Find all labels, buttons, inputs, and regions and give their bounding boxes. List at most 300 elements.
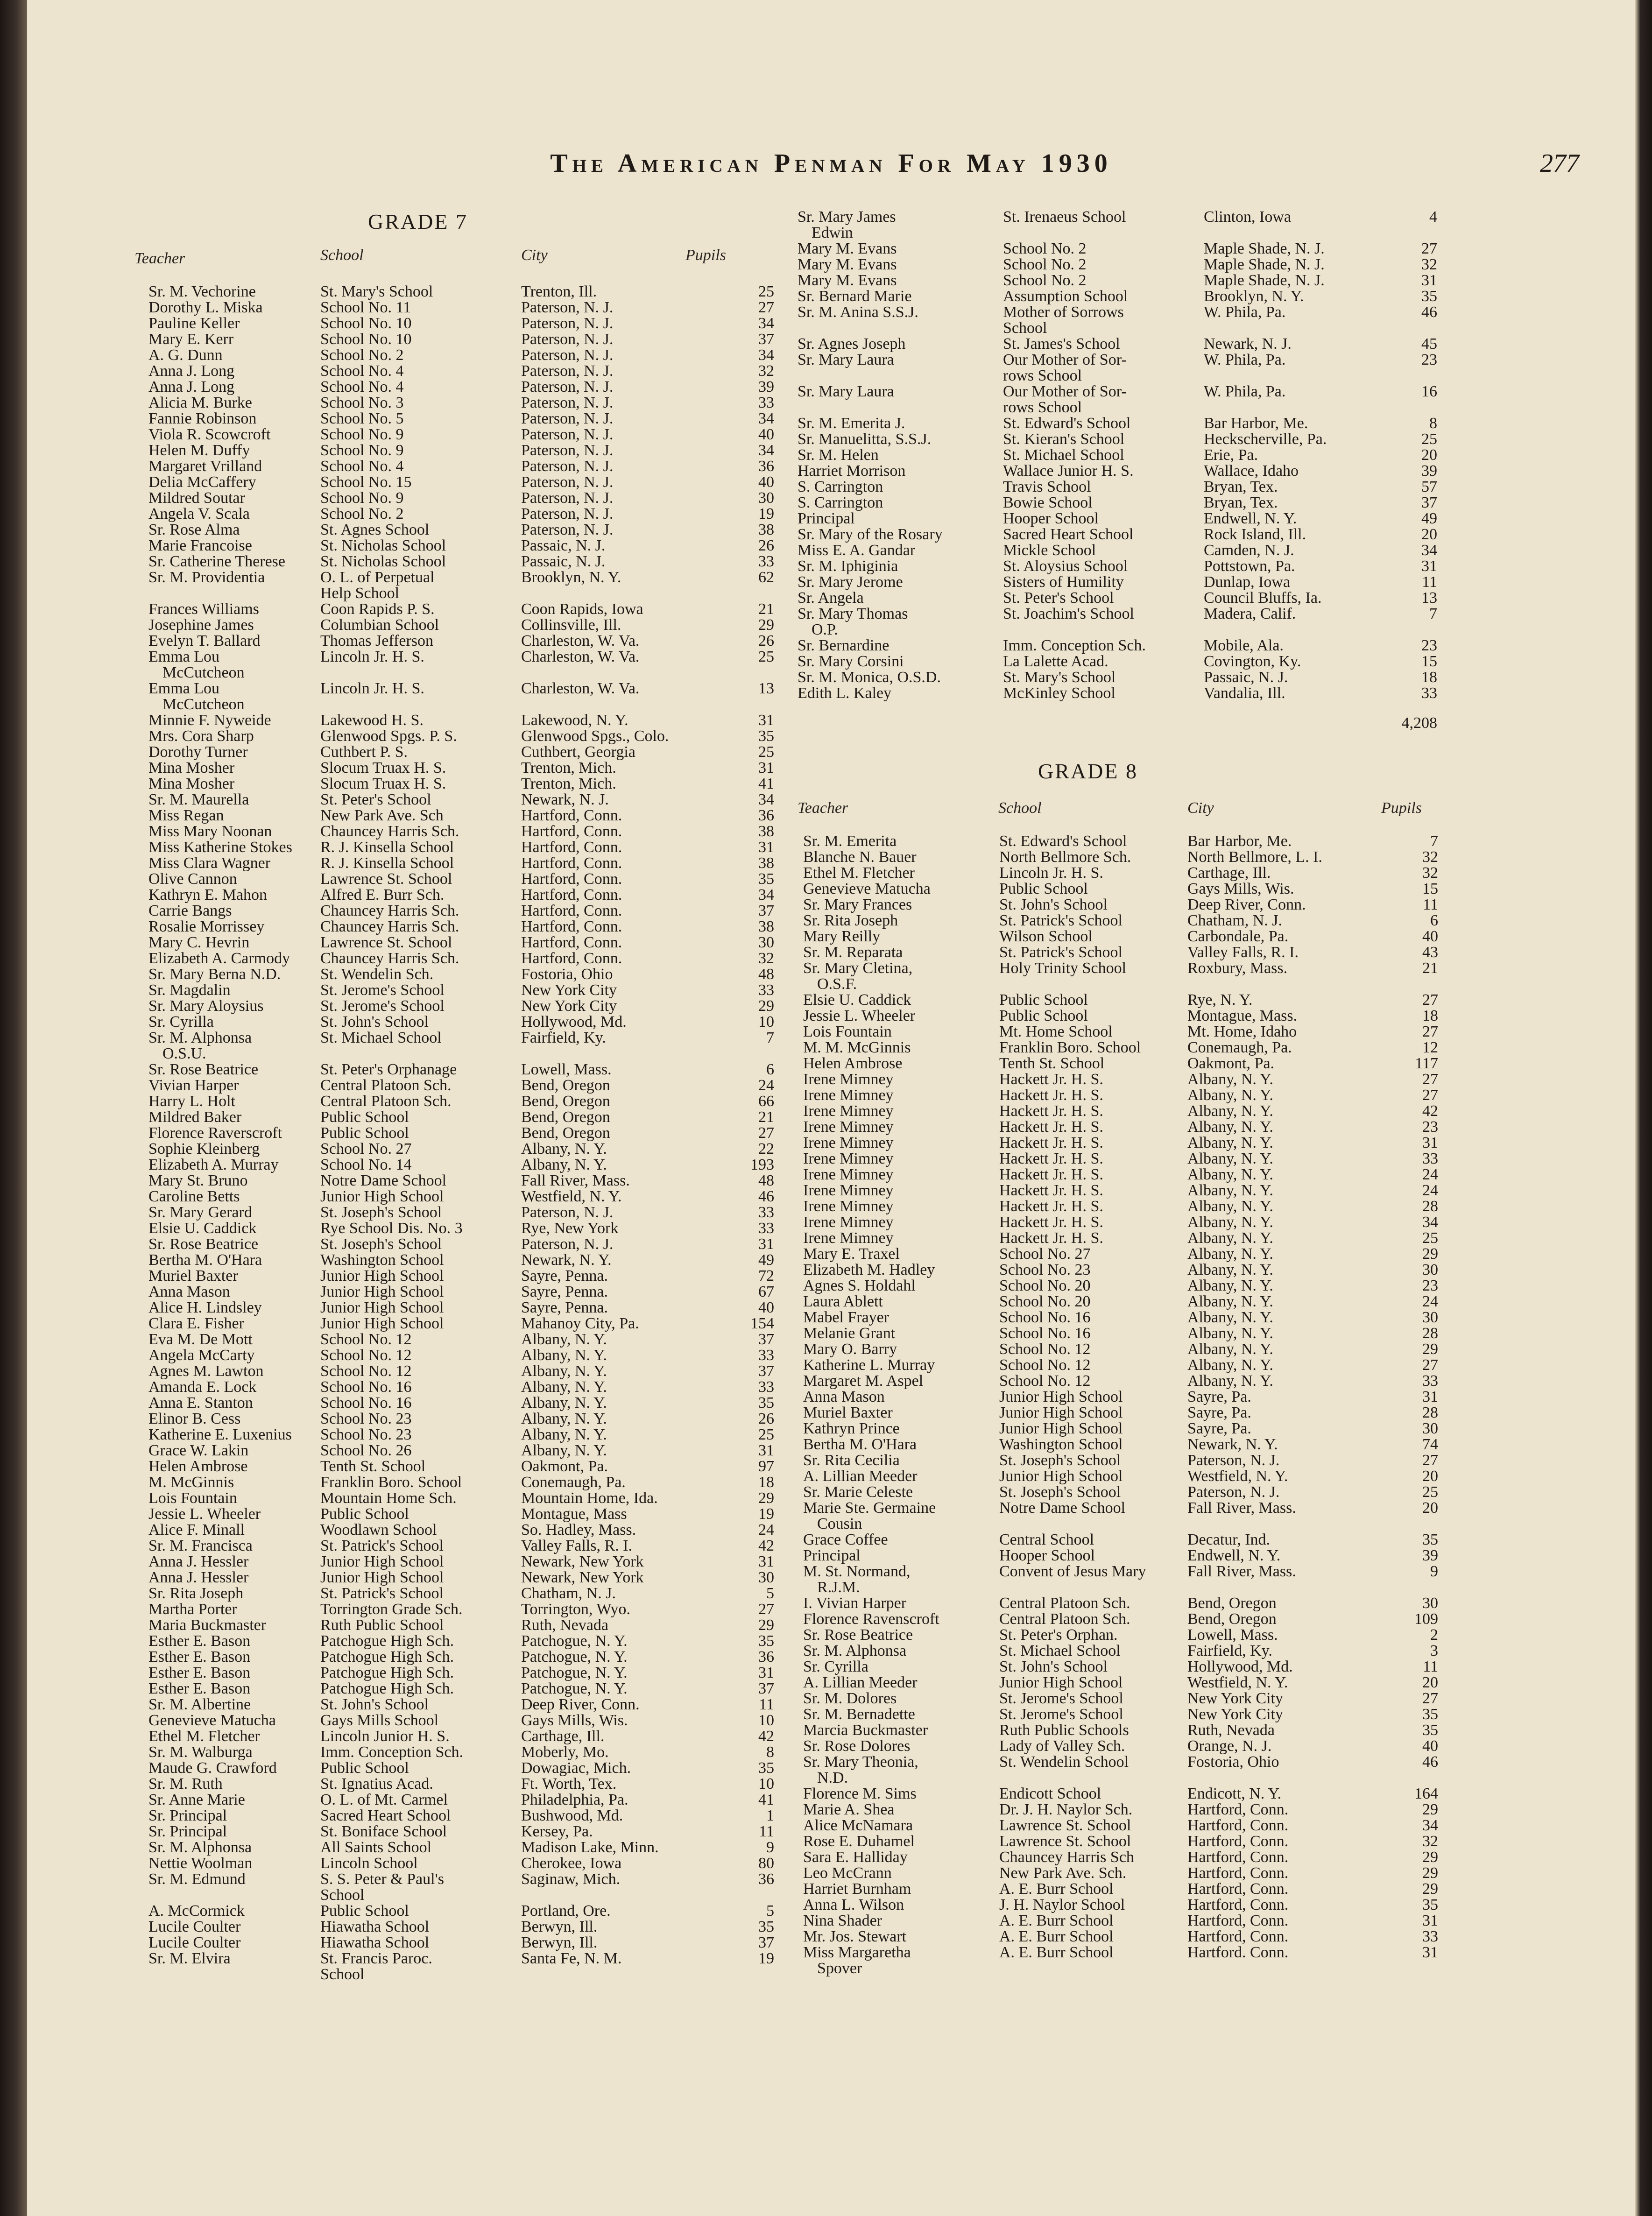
school-cell: St. Patrick's School (999, 944, 1123, 961)
pupils-cell: 33 (1422, 1150, 1438, 1167)
table-row (120, 1506, 774, 1522)
school-cell: Imm. Conception Sch. (1003, 637, 1146, 654)
school-cell: J. H. Naylor School (999, 1896, 1125, 1913)
table-row (774, 320, 1437, 336)
pupils-cell: 35 (1422, 1531, 1438, 1548)
pupils-cell: 25 (758, 648, 774, 665)
pupils-cell: 3 (1430, 1642, 1438, 1659)
school-cell: St. Joseph's School (999, 1452, 1121, 1469)
pupils-cell: 8 (766, 1743, 774, 1761)
city-cell: W. Phila, Pa. (1204, 383, 1286, 400)
city-cell: Berwyn, Ill. (521, 1934, 598, 1951)
teacher-cell: Irene Mimney (803, 1229, 894, 1247)
pupils-cell: 32 (1422, 864, 1438, 882)
school-cell: School No. 27 (999, 1245, 1091, 1263)
pupils-cell: 117 (1415, 1055, 1438, 1072)
pupils-cell: 11 (1423, 896, 1438, 913)
teacher-cell: Anna Mason (803, 1388, 885, 1405)
city-cell: Lakewood, N. Y. (521, 712, 628, 729)
school-cell: Central School (999, 1531, 1094, 1548)
teacher-cell: A. Lillian Meeder (803, 1674, 918, 1691)
pupils-cell: 29 (758, 1616, 774, 1634)
table-row (780, 1611, 1438, 1627)
running-title: The American Penman For May 1930 (550, 149, 1112, 178)
table-row (120, 840, 774, 855)
teacher-cell: Mildred Baker (148, 1108, 242, 1126)
teacher-cell: Irene Mimney (803, 1118, 894, 1136)
school-cell: School No. 12 (999, 1356, 1091, 1374)
teacher-cell: Miss E. A. Gandar (798, 542, 916, 559)
city-cell: Philadelphia, Pa. (521, 1791, 628, 1808)
city-cell: Albany, N. Y. (1187, 1245, 1273, 1263)
city-cell: Ruth, Nevada (1187, 1722, 1275, 1739)
school-cell: Assumption School (1003, 288, 1128, 305)
city-cell: Hartford, Conn. (521, 854, 622, 872)
table-row (780, 849, 1438, 865)
school-cell: La Lalette Acad. (1003, 653, 1108, 670)
city-cell: Carthage, Ill. (1187, 864, 1271, 882)
city-cell: Fairfield, Ky. (1187, 1642, 1272, 1659)
teacher-cell: Anna J. Hessler (148, 1569, 249, 1586)
school-cell: School No. 4 (320, 362, 404, 380)
school-cell: St. Edward's School (999, 833, 1127, 850)
table-row (780, 897, 1438, 913)
table-row (120, 697, 774, 713)
table-row (120, 538, 774, 554)
teacher-cell: Sr. Mary Aloysius (148, 997, 264, 1015)
city-cell: Albany, N. Y. (1187, 1087, 1273, 1104)
table-row (120, 1205, 774, 1221)
teacher-cell: Mary St. Bruno (148, 1172, 248, 1189)
school-cell: A. E. Burr School (999, 1944, 1114, 1961)
city-cell: Paterson, N. J. (521, 315, 614, 332)
city-cell: Mountain Home, Ida. (521, 1489, 658, 1507)
school-cell: Hackett Jr. H. S. (999, 1102, 1103, 1120)
table-row (774, 574, 1437, 590)
city-cell: Patchogue, N. Y. (521, 1648, 628, 1666)
teacher-cell: M. St. Normand, (803, 1563, 911, 1580)
table-row (780, 1802, 1438, 1818)
city-cell: Moberly, Mo. (521, 1743, 609, 1761)
teacher-cell: Sr. M. Helen (798, 446, 879, 464)
table-row (780, 1373, 1438, 1389)
teacher-cell: Sr. Rita Joseph (148, 1585, 244, 1602)
table-row (120, 1840, 774, 1856)
table-row (774, 368, 1437, 384)
pupils-cell: 31 (758, 839, 774, 856)
table-row (780, 1310, 1438, 1326)
school-cell: Glenwood Spgs. P. S. (320, 727, 457, 745)
school-cell: Hackett Jr. H. S. (999, 1134, 1103, 1151)
city-cell: Paterson, N. J. (521, 362, 614, 380)
city-cell: Albany, N. Y. (1187, 1309, 1273, 1326)
city-cell: Maple Shade, N. J. (1204, 240, 1325, 257)
table-row (780, 1167, 1438, 1183)
city-cell: Fall River, Mass. (521, 1172, 630, 1189)
table-row (774, 241, 1437, 257)
table-row (780, 1881, 1438, 1897)
city-cell: New York City (521, 981, 617, 999)
city-cell: Paterson, N. J. (521, 458, 614, 475)
city-cell: Ft. Worth, Tex. (521, 1775, 617, 1793)
teacher-cell: M. M. McGinnis (803, 1039, 911, 1056)
table-row (780, 1754, 1438, 1770)
school-cell: Public School (999, 1007, 1088, 1024)
table-row (780, 1135, 1438, 1151)
school-cell: School No. 27 (320, 1140, 412, 1157)
pupils-cell: 32 (1422, 848, 1438, 866)
city-cell: Albany, N. Y. (1187, 1356, 1273, 1374)
teacher-cell: O.P. (812, 621, 838, 638)
city-cell: Hartford. Conn. (1187, 1944, 1289, 1961)
pupils-cell: 35 (1422, 1706, 1438, 1723)
city-cell: Albany, N. Y. (521, 1410, 607, 1427)
table-row (120, 1522, 774, 1538)
teacher-cell: Alicia M. Burke (148, 394, 252, 411)
teacher-cell: Elinor B. Cess (148, 1410, 241, 1427)
teacher-cell: Helen Ambrose (148, 1458, 248, 1475)
city-cell: Madera, Calif. (1204, 605, 1296, 622)
school-cell: Central Platoon Sch. (999, 1595, 1130, 1612)
pupils-cell: 29 (758, 616, 774, 634)
school-cell: School (320, 1886, 365, 1904)
grade7-col-school: School (320, 247, 364, 264)
teacher-cell: Bertha M. O'Hara (803, 1436, 917, 1453)
city-cell: Sayre, Penna. (521, 1267, 608, 1284)
city-cell: Hartford, Conn. (1187, 1801, 1289, 1818)
table-row (120, 586, 774, 601)
pupils-cell: 34 (758, 315, 774, 332)
teacher-cell: A. McCormick (148, 1902, 245, 1920)
city-cell: Endicott, N. Y. (1187, 1785, 1282, 1802)
pupils-cell: 25 (1422, 1229, 1438, 1247)
pupils-cell: 33 (1422, 1372, 1438, 1390)
pupils-cell: 7 (1429, 605, 1437, 622)
pupils-cell: 24 (758, 1521, 774, 1538)
city-cell: Decatur, Ind. (1187, 1531, 1271, 1548)
school-cell: Public School (320, 1759, 409, 1777)
teacher-cell: Sr. M. Dolores (803, 1690, 897, 1707)
table-row (120, 459, 774, 474)
pupils-cell: 31 (758, 712, 774, 729)
school-cell: O. L. of Mt. Carmel (320, 1791, 448, 1808)
teacher-cell: Sr. Angela (798, 589, 864, 607)
teacher-cell: Sr. Principal (148, 1807, 227, 1824)
school-cell: Junior High School (999, 1420, 1123, 1437)
table-row (780, 1468, 1438, 1484)
city-cell: Maple Shade, N. J. (1204, 272, 1325, 289)
city-cell: Carthage, Ill. (521, 1728, 605, 1745)
pupils-cell: 37 (758, 1362, 774, 1380)
table-row (774, 257, 1437, 273)
pupils-cell: 33 (1422, 1928, 1438, 1945)
city-cell: Torrington, Wyo. (521, 1601, 630, 1618)
table-row (780, 1786, 1438, 1802)
pupils-cell: 27 (1421, 240, 1437, 257)
table-row (120, 1221, 774, 1236)
table-row (120, 554, 774, 570)
school-cell: St. Edward's School (1003, 415, 1131, 432)
pupils-cell: 29 (1422, 1245, 1438, 1263)
teacher-cell: Clara E. Fisher (148, 1315, 244, 1332)
school-cell: Sacred Heart School (320, 1807, 451, 1824)
city-cell: Passaic, N. J. (1204, 669, 1288, 686)
pupils-cell: 27 (1422, 1690, 1438, 1707)
school-cell: Chauncey Harris Sch (999, 1849, 1134, 1866)
city-cell: Newark, New York (521, 1569, 644, 1586)
city-cell: Brooklyn, N. Y. (1204, 288, 1304, 305)
teacher-cell: Kathryn Prince (803, 1420, 900, 1437)
table-row (120, 919, 774, 935)
city-cell: Lowell, Mass. (521, 1061, 612, 1078)
table-row (774, 495, 1437, 511)
city-cell: Paterson, N. J. (521, 346, 614, 364)
pupils-cell: 29 (1422, 1880, 1438, 1898)
grade7-total: 4,208 (1401, 714, 1437, 732)
pupils-cell: 31 (1422, 1912, 1438, 1929)
school-cell: St. Nicholas School (320, 537, 446, 554)
teacher-cell: Genevieve Matucha (148, 1712, 276, 1729)
school-cell: School No. 12 (999, 1372, 1091, 1390)
pupils-cell: 27 (1422, 1071, 1438, 1088)
table-row (120, 1459, 774, 1475)
school-cell: School No. 20 (999, 1293, 1091, 1310)
city-cell: Trenton, Mich. (521, 775, 616, 792)
pupils-cell: 30 (1422, 1261, 1438, 1278)
city-cell: Hartford, Conn. (521, 807, 622, 824)
pupils-cell: 8 (1429, 415, 1437, 432)
pupils-cell: 27 (758, 1124, 774, 1142)
school-cell: School No. 23 (320, 1426, 412, 1443)
teacher-cell: Sr. Manuelitta, S.S.J. (798, 430, 932, 448)
teacher-cell: Carrie Bangs (148, 902, 232, 919)
school-cell: rows School (1003, 399, 1082, 416)
table-row (120, 1141, 774, 1157)
table-row (120, 474, 774, 490)
pupils-cell: 9 (766, 1839, 774, 1856)
table-row (120, 871, 774, 887)
school-cell: Endicott School (999, 1785, 1101, 1802)
table-row (774, 685, 1437, 701)
city-cell: Bend, Oregon (1187, 1610, 1277, 1628)
table-row (120, 1332, 774, 1348)
city-cell: Hartford, Conn. (521, 870, 622, 888)
table-row (774, 511, 1437, 527)
pupils-cell: 31 (1421, 272, 1437, 289)
table-row (780, 1818, 1438, 1834)
school-cell: Patchogue High Sch. (320, 1680, 454, 1697)
school-cell: School No. 10 (320, 315, 412, 332)
school-cell: Notre Dame School (999, 1499, 1126, 1517)
city-cell: Passaic, N. J. (521, 537, 606, 554)
teacher-cell: McCutcheon (162, 696, 245, 713)
teacher-cell: Sr. Rita Cecilia (803, 1452, 900, 1469)
pupils-cell: 19 (758, 1950, 774, 1967)
table-row (120, 1109, 774, 1125)
school-cell: Hooper School (1003, 510, 1099, 527)
scan-binding-edge (0, 0, 27, 2216)
teacher-cell: Evelyn T. Ballard (148, 632, 261, 649)
table-row (780, 833, 1438, 849)
teacher-cell: Irene Mimney (803, 1071, 894, 1088)
pupils-cell: 23 (1421, 637, 1437, 654)
table-row (780, 1326, 1438, 1341)
school-cell: Mickle School (1003, 542, 1096, 559)
table-row (120, 1919, 774, 1935)
pupils-cell: 11 (1423, 1658, 1438, 1675)
pupils-cell: 31 (758, 1442, 774, 1459)
teacher-cell: Sr. Mary of the Rosary (798, 526, 943, 543)
teacher-cell: Sr. Cyrilla (148, 1013, 214, 1030)
table-row (120, 1094, 774, 1109)
teacher-cell: Mary C. Hevrin (148, 934, 250, 951)
city-cell: Collinsville, Ill. (521, 616, 621, 634)
city-cell: Albany, N. Y. (1187, 1277, 1273, 1294)
table-row (120, 1617, 774, 1633)
city-cell: North Bellmore, L. I. (1187, 848, 1322, 866)
teacher-cell: Caroline Betts (148, 1188, 240, 1205)
table-row (774, 431, 1437, 447)
city-cell: Glenwood Spgs., Colo. (521, 727, 669, 745)
teacher-cell: Mary E. Traxel (803, 1245, 900, 1263)
pupils-cell: 30 (758, 1569, 774, 1586)
pupils-cell: 30 (1422, 1420, 1438, 1437)
school-cell: Junior High School (999, 1468, 1123, 1485)
page-number: 277 (1540, 149, 1579, 178)
school-cell: Mt. Home School (999, 1023, 1113, 1040)
teacher-cell: Josephine James (148, 616, 254, 634)
teacher-cell: Mary M. Evans (798, 272, 897, 289)
table-row (780, 929, 1438, 945)
pupils-cell: 35 (758, 1918, 774, 1935)
pupils-cell: 74 (1422, 1436, 1438, 1453)
pupils-cell: 35 (1422, 1896, 1438, 1913)
school-cell: Junior High School (320, 1315, 444, 1332)
school-cell: Sisters of Humility (1003, 573, 1124, 591)
table-row (120, 1681, 774, 1697)
pupils-cell: 32 (758, 950, 774, 967)
teacher-cell: Sr. M. Vechorine (148, 283, 256, 300)
school-cell: School No. 9 (320, 442, 404, 459)
school-cell: Dr. J. H. Naylor Sch. (999, 1801, 1133, 1818)
table-row (120, 1967, 774, 1983)
pupils-cell: 21 (758, 1108, 774, 1126)
school-cell: Washington School (999, 1436, 1123, 1453)
city-cell: Paterson, N. J. (1187, 1483, 1280, 1501)
pupils-cell: 4 (1429, 208, 1437, 226)
table-row (780, 1707, 1438, 1722)
pupils-cell: 31 (758, 1664, 774, 1681)
teacher-cell: Jessie L. Wheeler (148, 1505, 261, 1523)
pupils-cell: 48 (758, 966, 774, 983)
table-row (120, 1824, 774, 1840)
pupils-cell: 40 (1422, 928, 1438, 945)
teacher-cell: Mary O. Barry (803, 1341, 897, 1358)
teacher-cell: Sr. Rose Dolores (803, 1737, 911, 1755)
teacher-cell: Muriel Baxter (803, 1404, 893, 1421)
teacher-cell: Elizabeth A. Carmody (148, 950, 290, 967)
school-cell: School No. 12 (320, 1362, 412, 1380)
teacher-cell: Muriel Baxter (148, 1267, 238, 1284)
school-cell: School No. 2 (1003, 256, 1087, 273)
pupils-cell: 10 (758, 1013, 774, 1030)
city-cell: Valley Falls, R. I. (521, 1537, 632, 1554)
table-row (780, 1500, 1438, 1516)
school-cell: Gays Mills School (320, 1712, 439, 1729)
city-cell: Newark, N. J. (1204, 335, 1292, 353)
pupils-cell: 30 (758, 489, 774, 507)
table-row (120, 617, 774, 633)
city-cell: Albany, N. Y. (1187, 1166, 1273, 1183)
teacher-cell: Sr. Rose Beatrice (803, 1626, 913, 1644)
table-row (774, 225, 1437, 241)
pupils-cell: 39 (758, 378, 774, 395)
school-cell: Tenth St. School (320, 1458, 426, 1475)
table-row (120, 316, 774, 332)
city-cell: Fall River, Mass. (1187, 1563, 1296, 1580)
teacher-cell: Mary E. Kerr (148, 331, 234, 348)
teacher-cell: Mary M. Evans (798, 256, 897, 273)
pupils-cell: 39 (1421, 462, 1437, 480)
table-row (774, 670, 1437, 685)
teacher-cell: Anna J. Hessler (148, 1553, 249, 1570)
city-cell: Hartford, Conn. (521, 934, 622, 951)
table-row (120, 1729, 774, 1744)
teacher-cell: Pauline Keller (148, 315, 240, 332)
school-cell: St. Michael School (1003, 446, 1124, 464)
school-cell: Alfred E. Burr Sch. (320, 886, 445, 903)
school-cell: St. Mary's School (1003, 669, 1116, 686)
city-cell: Montague, Mass (521, 1505, 627, 1523)
table-row (120, 411, 774, 427)
teacher-cell: Blanche N. Bauer (803, 848, 917, 866)
teacher-cell: Miss Margaretha (803, 1944, 911, 1961)
school-cell: Lincoln Jr. H. S. (999, 864, 1103, 882)
table-row (780, 1199, 1438, 1214)
pupils-cell: 38 (758, 521, 774, 538)
pupils-cell: 39 (1422, 1547, 1438, 1564)
pupils-cell: 33 (758, 394, 774, 411)
table-row (120, 443, 774, 459)
pupils-cell: 22 (758, 1140, 774, 1157)
pupils-cell: 193 (750, 1156, 774, 1173)
city-cell: Hartford, Conn. (1187, 1880, 1289, 1898)
table-row (774, 638, 1437, 654)
pupils-cell: 15 (1421, 653, 1437, 670)
city-cell: Albany, N. Y. (521, 1426, 607, 1443)
city-cell: Westfield, N. Y. (521, 1188, 622, 1205)
teacher-cell: Sr. Marie Celeste (803, 1483, 913, 1501)
school-cell: School No. 3 (320, 394, 404, 411)
city-cell: Bend, Oregon (521, 1124, 610, 1142)
table-row (120, 1649, 774, 1665)
table-row (120, 728, 774, 744)
school-cell: St. Michael School (999, 1642, 1121, 1659)
teacher-cell: Cousin (817, 1515, 862, 1532)
city-cell: Bar Harbor, Me. (1204, 415, 1308, 432)
pupils-cell: 46 (1422, 1753, 1438, 1771)
scan-right-edge (1635, 0, 1652, 2216)
pupils-cell: 27 (1422, 991, 1438, 1009)
school-cell: St. Joseph's School (320, 1204, 442, 1221)
school-cell: Public School (320, 1108, 409, 1126)
school-cell: Public School (320, 1124, 409, 1142)
pupils-cell: 21 (1422, 960, 1438, 977)
table-row (780, 1659, 1438, 1675)
city-cell: Hollywood, Md. (521, 1013, 627, 1030)
teacher-cell: Sr. Mary James (798, 208, 896, 226)
school-cell: Chauncey Harris Sch. (320, 902, 459, 919)
